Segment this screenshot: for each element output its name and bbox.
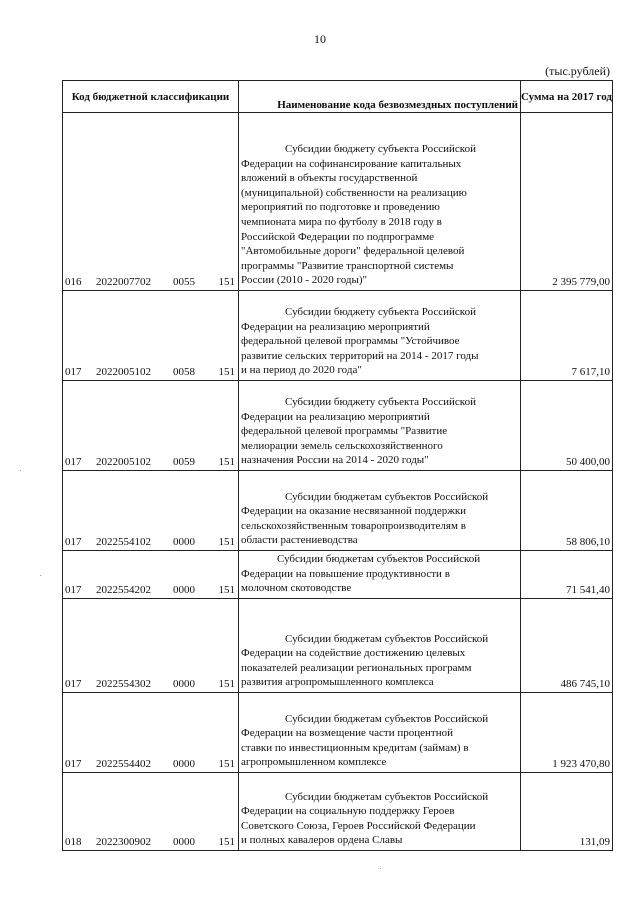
admin-code: 017 <box>65 758 82 770</box>
name-cell: Субсидии бюджетам субъектов Российской Федерации на социальную поддержку Героев Советского Союза, Героев Российской Федерации и полных кавалеров ордена Славы <box>239 773 521 851</box>
sub-code: 0000 <box>173 536 195 548</box>
table-row <box>63 599 613 693</box>
table-row <box>63 471 613 551</box>
code-cell <box>63 381 239 471</box>
type-code: 151 <box>218 836 235 848</box>
sub-code: 0000 <box>173 758 195 770</box>
code-cell <box>63 693 239 773</box>
main-code: 2022554302 <box>96 678 151 690</box>
header-amount: Сумма на 2017 год <box>521 81 613 113</box>
name-cell: Субсидии бюджету субъекта Российской Федерации на реализацию мероприятий федеральной целевой программы "Устойчивое развитие сельских территорий на 2014 - 2017 годы и на период до 2020 года" <box>239 291 521 381</box>
table-row <box>63 381 613 471</box>
admin-code: 016 <box>65 276 82 288</box>
table-row <box>63 551 613 599</box>
table-row <box>63 773 613 851</box>
main-code: 2022005102 <box>96 366 151 378</box>
admin-code: 017 <box>65 456 82 468</box>
type-code: 151 <box>218 536 235 548</box>
amount-cell: 486 745,10 <box>521 599 613 693</box>
header-name: Наименование кода безвозмездных поступлений <box>239 81 521 113</box>
name-cell: Субсидии бюджету субъекта Российской Федерации на софинансирование капитальных вложений в объекты государственной (муниципальной) собственности на реализацию мероприятий по подготовке и проведению чемпионата мира по футболу в 2018 году в Российской Федерации по подпрограмме "Автомобильные дороги" федеральной целевой программы "Развитие транспортной системы России (2010 - 2020 годы)" <box>239 113 521 291</box>
name-cell: Субсидии бюджету субъекта Российской Федерации на реализацию мероприятий федеральной целевой программы "Развитие мелиорации земель сельскохозяйственного назначения России на 2014 - 2020 годы" <box>239 381 521 471</box>
amount-cell: 1 923 470,80 <box>521 693 613 773</box>
amount-cell: 50 400,00 <box>521 381 613 471</box>
table-row <box>63 693 613 773</box>
type-code: 151 <box>218 678 235 690</box>
main-code: 2022300902 <box>96 836 151 848</box>
amount-cell: 58 806,10 <box>521 471 613 551</box>
amount-cell: 71 541,40 <box>521 551 613 599</box>
header-code: Код бюджетной классификации <box>63 81 239 113</box>
scan-speck <box>20 470 21 471</box>
admin-code: 017 <box>65 366 82 378</box>
code-cell <box>63 113 239 291</box>
sub-code: 0000 <box>173 584 195 596</box>
type-code: 151 <box>218 758 235 770</box>
amount-cell: 2 395 779,00 <box>521 113 613 291</box>
sub-code: 0000 <box>173 678 195 690</box>
scan-speck <box>380 868 381 869</box>
name-cell: Субсидии бюджетам субъектов Российской Федерации на возмещение части процентной ставки по инвестиционным кредитам (займам) в агропромышленном комплексе <box>239 693 521 773</box>
type-code: 151 <box>218 584 235 596</box>
sub-code: 0000 <box>173 836 195 848</box>
sub-code: 0059 <box>173 456 195 468</box>
page-number: 10 <box>314 32 326 46</box>
type-code: 151 <box>218 366 235 378</box>
main-code: 2022007702 <box>96 276 151 288</box>
admin-code: 017 <box>65 536 82 548</box>
sub-code: 0058 <box>173 366 195 378</box>
name-cell: Субсидии бюджетам субъектов Российской Федерации на содействие достижению целевых показателей реализации региональных программ развития агропромышленного комплекса <box>239 599 521 693</box>
code-cell <box>63 599 239 693</box>
code-cell <box>63 773 239 851</box>
main-code: 2022554402 <box>96 758 151 770</box>
main-code: 2022554102 <box>96 536 151 548</box>
type-code: 151 <box>218 276 235 288</box>
amount-cell: 131,09 <box>521 773 613 851</box>
admin-code: 018 <box>65 836 82 848</box>
code-cell <box>63 291 239 381</box>
scan-speck <box>40 575 41 576</box>
admin-code: 017 <box>65 584 82 596</box>
admin-code: 017 <box>65 678 82 690</box>
budget-table <box>62 80 613 851</box>
table-row <box>63 291 613 381</box>
name-cell: Субсидии бюджетам субъектов Российской Федерации на повышение продуктивности в молочном скотоводстве <box>239 551 521 599</box>
type-code: 151 <box>218 456 235 468</box>
main-code: 2022005102 <box>96 456 151 468</box>
amount-cell: 7 617,10 <box>521 291 613 381</box>
main-code: 2022554202 <box>96 584 151 596</box>
name-cell: Субсидии бюджетам субъектов Российской Федерации на оказание несвязанной поддержки сельскохозяйственным товаропроизводителям в области растениеводства <box>239 471 521 551</box>
code-cell <box>63 471 239 551</box>
units-label: (тыс.рублей) <box>545 64 610 78</box>
code-cell <box>63 551 239 599</box>
table-row <box>63 113 613 291</box>
sub-code: 0055 <box>173 276 195 288</box>
